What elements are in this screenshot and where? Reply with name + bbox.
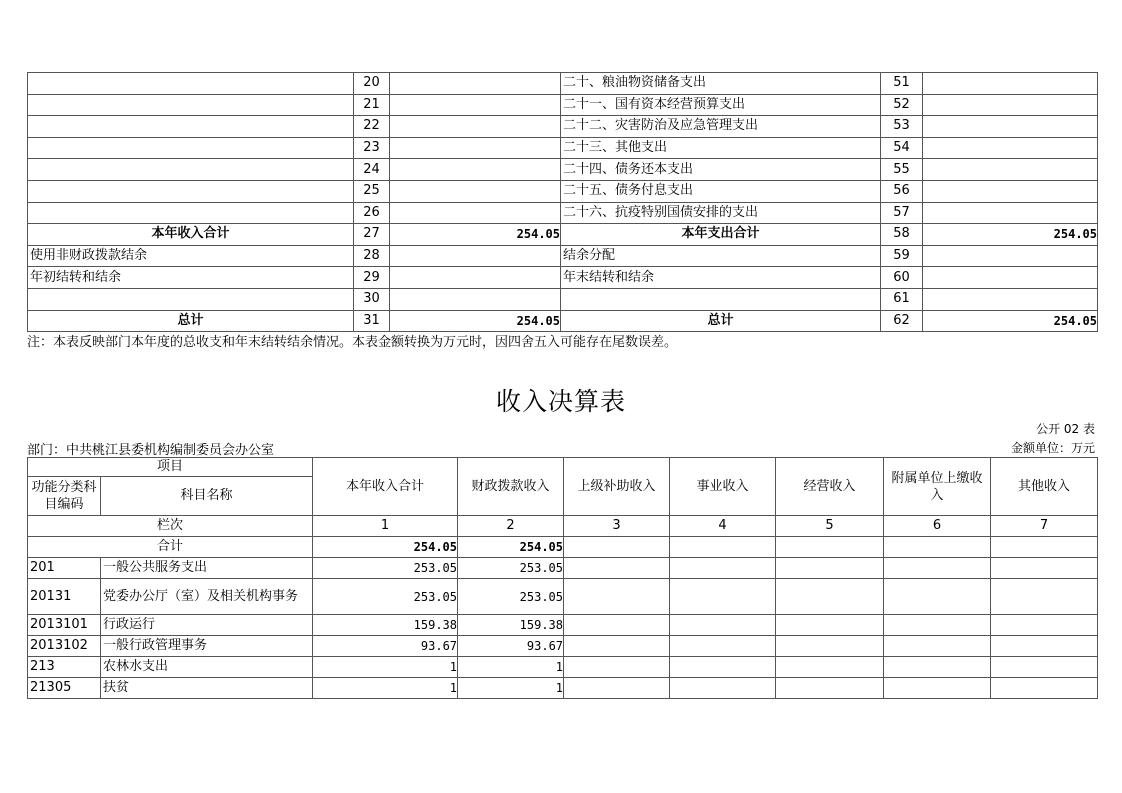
summary-row [28,288,1098,310]
amount-cell [670,678,776,699]
subject-name: 扶贫 [101,678,313,699]
right-amount [923,267,1098,289]
left-item-label [28,73,354,95]
right-item-label: 二十五、债务付息支出 [561,180,881,202]
amount-cell [884,615,991,636]
left-item-label: 总计 [28,310,354,332]
right-item-label: 二十六、抗疫特别国债安排的支出 [561,202,881,224]
amount-cell [884,636,991,657]
amount-cell: 1 [313,657,458,678]
amount-cell [991,657,1098,678]
col-header-superior-subsidy: 上级补助收入 [564,458,670,516]
total-value [564,537,670,558]
subject-name: 一般公共服务支出 [101,558,313,579]
amount-cell: 253.05 [313,558,458,579]
left-line-number: 30 [354,288,390,310]
amount-cell [564,615,670,636]
amount-cell [670,657,776,678]
left-line-number: 20 [354,73,390,95]
right-amount: 254.05 [923,224,1098,246]
right-line-number: 62 [881,310,923,332]
amount-cell [991,636,1098,657]
summary-row [28,245,1098,267]
left-amount [390,116,561,138]
right-item-label: 二十三、其他支出 [561,137,881,159]
left-item-label [28,180,354,202]
subject-code: 20131 [28,579,101,615]
left-item-label [28,159,354,181]
col-header-fiscal-appropriation: 财政拨款收入 [458,458,564,516]
left-line-number: 21 [354,94,390,116]
amount-cell [776,657,884,678]
income-table-body [28,458,1098,699]
column-number: 4 [670,516,776,537]
left-line-number: 26 [354,202,390,224]
form-number: 公开 02 表 [1036,422,1095,436]
amount-cell [991,558,1098,579]
amount-cell [564,558,670,579]
summary-row [28,159,1098,181]
right-amount [923,137,1098,159]
right-amount: 254.05 [923,310,1098,332]
left-item-label [28,137,354,159]
col-header-other-income: 其他收入 [991,458,1098,516]
amount-cell: 159.38 [458,615,564,636]
right-amount [923,245,1098,267]
left-line-number: 23 [354,137,390,159]
code-header: 功能分类科目编码 [28,477,101,516]
right-line-number: 55 [881,159,923,181]
right-item-label: 结余分配 [561,245,881,267]
subject-code: 2013101 [28,615,101,636]
subject-name: 党委办公厅（室）及相关机构事务 [101,579,313,615]
income-final-accounts-table [27,457,1098,699]
amount-cell [670,615,776,636]
column-number-row [28,516,1098,537]
right-amount [923,94,1098,116]
summary-row [28,116,1098,138]
right-item-label: 总计 [561,310,881,332]
table-row [28,636,1098,657]
amount-cell: 1 [313,678,458,699]
subject-code: 201 [28,558,101,579]
header-row [28,458,1098,477]
column-number: 5 [776,516,884,537]
subject-name: 一般行政管理事务 [101,636,313,657]
left-line-number: 24 [354,159,390,181]
amount-cell [670,558,776,579]
left-amount [390,94,561,116]
right-line-number: 58 [881,224,923,246]
table-row [28,678,1098,699]
left-amount: 254.05 [390,224,561,246]
amount-cell [776,636,884,657]
amount-cell: 93.67 [458,636,564,657]
right-line-number: 59 [881,245,923,267]
summary-table-body [28,73,1098,332]
right-line-number: 52 [881,94,923,116]
left-line-number: 28 [354,245,390,267]
total-value [670,537,776,558]
name-header: 科目名称 [101,477,313,516]
summary-row [28,94,1098,116]
left-amount [390,202,561,224]
summary-row [28,310,1098,332]
amount-unit-label: 金额单位：万元 [1010,441,1095,455]
left-amount [390,73,561,95]
amount-cell [884,678,991,699]
subject-code: 2013102 [28,636,101,657]
left-line-number: 22 [354,116,390,138]
col-header-business-income: 事业收入 [670,458,776,516]
subject-name: 行政运行 [101,615,313,636]
right-item-label: 二十一、国有资本经营预算支出 [561,94,881,116]
right-line-number: 60 [881,267,923,289]
amount-cell: 253.05 [313,579,458,615]
column-number: 1 [313,516,458,537]
left-amount [390,267,561,289]
page-title: 收入决算表 [495,387,626,416]
right-amount [923,180,1098,202]
right-item-label: 本年支出合计 [561,224,881,246]
amount-cell [776,579,884,615]
left-amount [390,180,561,202]
left-line-number: 29 [354,267,390,289]
right-item-label: 二十二、灾害防治及应急管理支出 [561,116,881,138]
left-line-number: 31 [354,310,390,332]
column-number: 2 [458,516,564,537]
amount-cell [776,558,884,579]
left-amount [390,159,561,181]
amount-cell: 1 [458,678,564,699]
column-number-label: 栏次 [28,516,313,537]
amount-cell [564,678,670,699]
subject-name: 农林水支出 [101,657,313,678]
table-row [28,657,1098,678]
department-label: 部门：中共桃江县委机构编制委员会办公室 [27,443,275,458]
column-number: 6 [884,516,991,537]
left-amount [390,137,561,159]
left-amount [390,245,561,267]
right-item-label: 年末结转和结余 [561,267,881,289]
amount-cell [991,579,1098,615]
col-header-operating-income: 经营收入 [776,458,884,516]
right-amount [923,116,1098,138]
column-number: 3 [564,516,670,537]
col-header-total-income: 本年收入合计 [313,458,458,516]
right-line-number: 54 [881,137,923,159]
total-value: 254.05 [313,537,458,558]
amount-cell: 159.38 [313,615,458,636]
left-amount: 254.05 [390,310,561,332]
amount-cell [884,558,991,579]
summary-row [28,137,1098,159]
right-item-label [561,288,881,310]
amount-cell [884,579,991,615]
right-line-number: 53 [881,116,923,138]
amount-cell [776,678,884,699]
col-header-subsidiary-income: 附属单位上缴收入 [884,458,991,516]
left-line-number: 27 [354,224,390,246]
amount-cell [884,657,991,678]
project-header: 项目 [28,458,313,477]
total-value [884,537,991,558]
left-line-number: 25 [354,180,390,202]
summary-row [28,267,1098,289]
right-amount [923,73,1098,95]
right-item-label: 二十、粮油物资储备支出 [561,73,881,95]
right-amount [923,202,1098,224]
right-line-number: 56 [881,180,923,202]
total-value: 254.05 [458,537,564,558]
amount-cell [670,636,776,657]
amount-cell [670,579,776,615]
left-item-label [28,288,354,310]
amount-cell [564,657,670,678]
right-item-label: 二十四、债务还本支出 [561,159,881,181]
amount-cell [564,579,670,615]
subject-code: 21305 [28,678,101,699]
summary-row [28,224,1098,246]
right-line-number: 61 [881,288,923,310]
amount-cell: 253.05 [458,579,564,615]
left-item-label: 年初结转和结余 [28,267,354,289]
amount-cell [776,615,884,636]
table-row [28,579,1098,615]
total-value [991,537,1098,558]
summary-row [28,180,1098,202]
right-line-number: 51 [881,73,923,95]
amount-cell: 93.67 [313,636,458,657]
amount-cell [991,678,1098,699]
right-amount [923,159,1098,181]
total-row [28,537,1098,558]
table-note: 注：本表反映部门本年度的总收支和年末结转结余情况。本表金额转换为万元时，因四舍五入可能存在尾数误差。 [27,335,678,350]
subject-code: 213 [28,657,101,678]
amount-cell [564,636,670,657]
left-item-label [28,202,354,224]
amount-cell: 253.05 [458,558,564,579]
left-item-label: 本年收入合计 [28,224,354,246]
total-label: 合计 [28,537,313,558]
table-row [28,615,1098,636]
left-item-label: 使用非财政拨款结余 [28,245,354,267]
table-row [28,558,1098,579]
total-value [776,537,884,558]
income-expense-summary-table [27,72,1098,332]
right-amount [923,288,1098,310]
left-amount [390,288,561,310]
summary-row [28,202,1098,224]
summary-row [28,73,1098,95]
column-number: 7 [991,516,1098,537]
left-item-label [28,116,354,138]
right-line-number: 57 [881,202,923,224]
left-item-label [28,94,354,116]
amount-cell [991,615,1098,636]
amount-cell: 1 [458,657,564,678]
